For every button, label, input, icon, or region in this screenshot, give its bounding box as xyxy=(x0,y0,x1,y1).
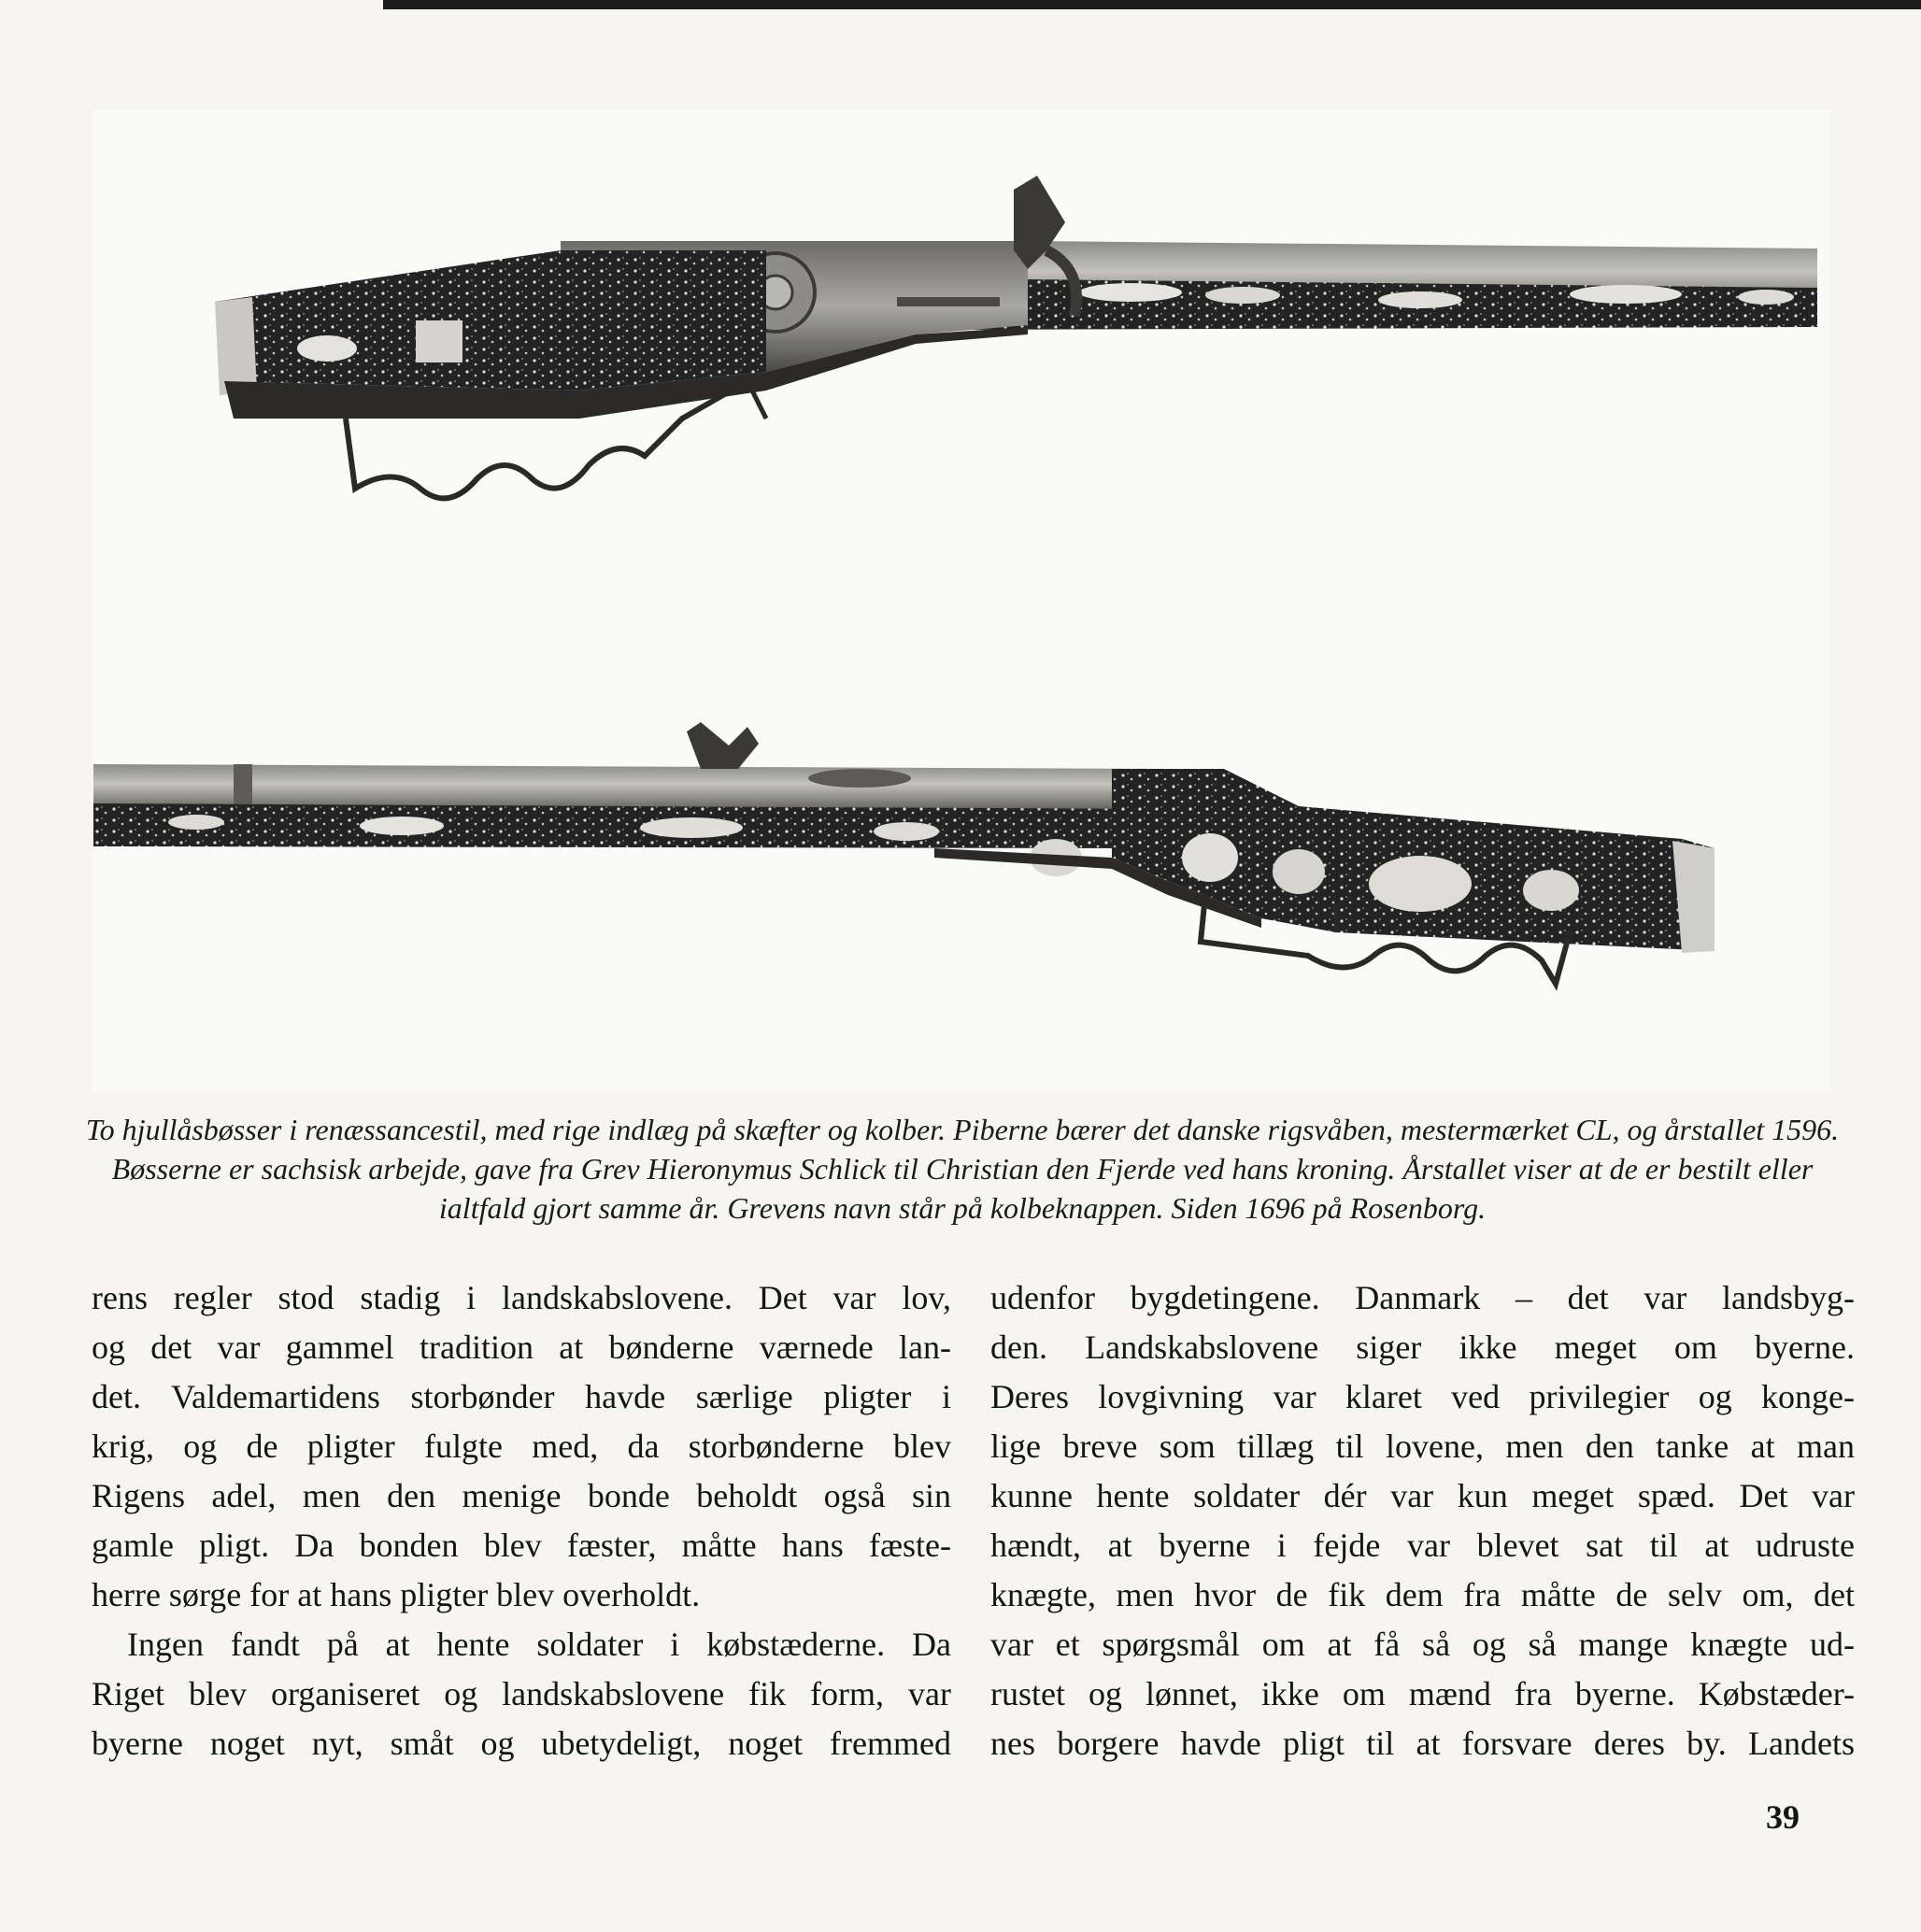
text-line: byerne noget nyt, småt og ubetydeligt, noget fremmed xyxy=(92,1725,951,1762)
text-line: rustet og lønnet, ikke om mænd fra byerne. Købstæder- xyxy=(990,1675,1855,1712)
text-line: udenfor bygdetingene. Danmark – det var landsbyg- xyxy=(990,1279,1855,1316)
text-line: rens regler stod stadig i landskabslovene. Det var lov, xyxy=(92,1279,951,1316)
text-line: Deres lovgivning var klaret ved privilegier og konge- xyxy=(990,1378,1855,1415)
text-line: og det var gammel tradition at bønderne værnede lan- xyxy=(92,1328,951,1366)
body-text-left-column xyxy=(92,1273,951,1769)
caption-line: Bøsserne er sachsisk arbejde, gave fra Grev Hieronymus Schlick til Christian den Fjerde ved hans kroning. Årstallet viser at de er bestilt eller xyxy=(111,1152,1814,1186)
scan-edge-shadow xyxy=(383,0,1921,9)
text-line: kunne hente soldater dér var kun meget spæd. Det var xyxy=(990,1477,1855,1514)
text-line: det. Valdemartidens storbønder havde særlige pligter i xyxy=(92,1378,951,1415)
lower-wheellock-gun xyxy=(93,722,1715,984)
text-line: gamle pligt. Da bonden blev fæster, måtte hans fæste- xyxy=(92,1527,951,1564)
text-line: lige breve som tillæg til lovene, men den tanke at man xyxy=(990,1428,1855,1465)
text-line: hændt, at byerne i fejde var blevet sat til at udruste xyxy=(990,1527,1855,1564)
body-text-right-column xyxy=(990,1273,1855,1769)
wheellock-guns-photo xyxy=(93,110,1829,1091)
text-line: Ingen fandt på at hente soldater i købstæderne. Da xyxy=(127,1626,951,1663)
text-line: krig, og de pligter fulgte med, da storbønderne blev xyxy=(92,1428,951,1465)
caption-line: To hjullåsbøsser i renæssancestil, med rige indlæg på skæfter og kolber. Piberne bærer det danske rigsvåben, mestermærket CL, og årstallet 1596. xyxy=(85,1113,1840,1146)
caption-line: ialtfald gjort samme år. Grevens navn står på kolbeknappen. Siden 1696 på Rosenborg. xyxy=(438,1191,1487,1225)
text-line: nes borgere havde pligt til at forsvare deres by. Landets xyxy=(990,1725,1855,1762)
page-number: 39 xyxy=(1766,1798,1800,1836)
text-line: herre sørge for at hans pligter blev overholdt. xyxy=(92,1576,701,1613)
text-line: var et spørgsmål om at få så og så mange knægte ud- xyxy=(990,1626,1855,1663)
text-line: den. Landskabslovene siger ikke meget om byerne. xyxy=(990,1328,1855,1366)
text-line: knægte, men hvor de fik dem fra måtte de selv om, det xyxy=(990,1576,1855,1613)
text-line: Riget blev organiseret og landskabslovene fik form, var xyxy=(92,1675,951,1712)
upper-wheellock-gun xyxy=(215,176,1817,498)
text-line: Rigens adel, men den menige bonde beholdt også sin xyxy=(92,1477,951,1514)
photo-plate-two-wheellock-guns xyxy=(93,110,1829,1091)
figure-caption xyxy=(75,1110,1850,1228)
